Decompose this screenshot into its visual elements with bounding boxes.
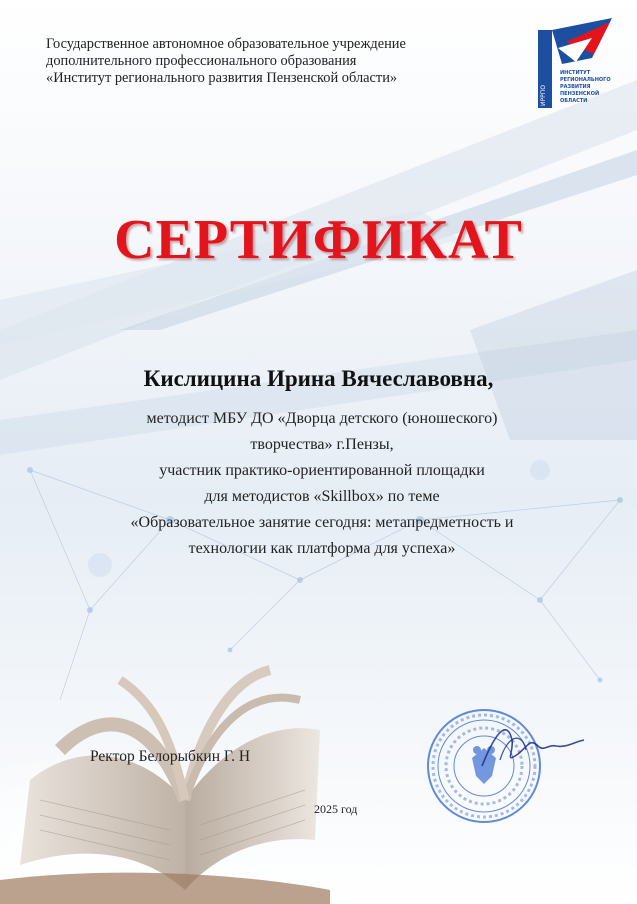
certificate-body [80, 406, 564, 562]
body-line-4: для методистов «Skillbox» по теме [204, 488, 440, 505]
svg-text:РАЗВИТИЯ: РАЗВИТИЯ [560, 84, 591, 90]
svg-text:ПЕНЗЕНСКОЙ: ПЕНЗЕНСКОЙ [560, 91, 600, 97]
body-line-5: «Образовательное занятие сегодня: метапредметность и [130, 514, 514, 531]
organization-line-3: «Институт регионального развития Пензенской области» [46, 70, 398, 86]
recipient-name: Кислицина Ирина Вячеславовна, [143, 366, 494, 391]
irro-logo-icon [532, 18, 616, 110]
rector-signature-line: Ректор Белорыбкин Г. Н [90, 748, 251, 765]
body-line-3: участник практико-ориентированной площадки [159, 462, 485, 479]
svg-text:ИРРПО: ИРРПО [540, 85, 547, 106]
certificate-year: 2025 год [314, 802, 358, 816]
certificate-title: СЕРТИФИКАТ [114, 209, 523, 271]
body-line-1: методист МБУ ДО «Дворца детского (юношеского) [146, 410, 498, 427]
handwritten-signature-icon [478, 716, 588, 786]
organization-header [46, 36, 486, 87]
svg-text:ОБЛАСТИ: ОБЛАСТИ [560, 98, 588, 104]
open-book-image [0, 640, 330, 904]
svg-text:ИНСТИТУТ: ИНСТИТУТ [560, 70, 591, 76]
body-line-2: творчества» г.Пензы, [250, 436, 394, 453]
organization-line-1: Государственное автономное образовательное учреждение [46, 36, 406, 52]
organization-line-2: дополнительного профессионального образования [46, 53, 357, 69]
svg-text:РЕГИОНАЛЬНОГО: РЕГИОНАЛЬНОГО [560, 77, 611, 83]
body-line-6: технологии как платформа для успеха» [188, 540, 456, 557]
